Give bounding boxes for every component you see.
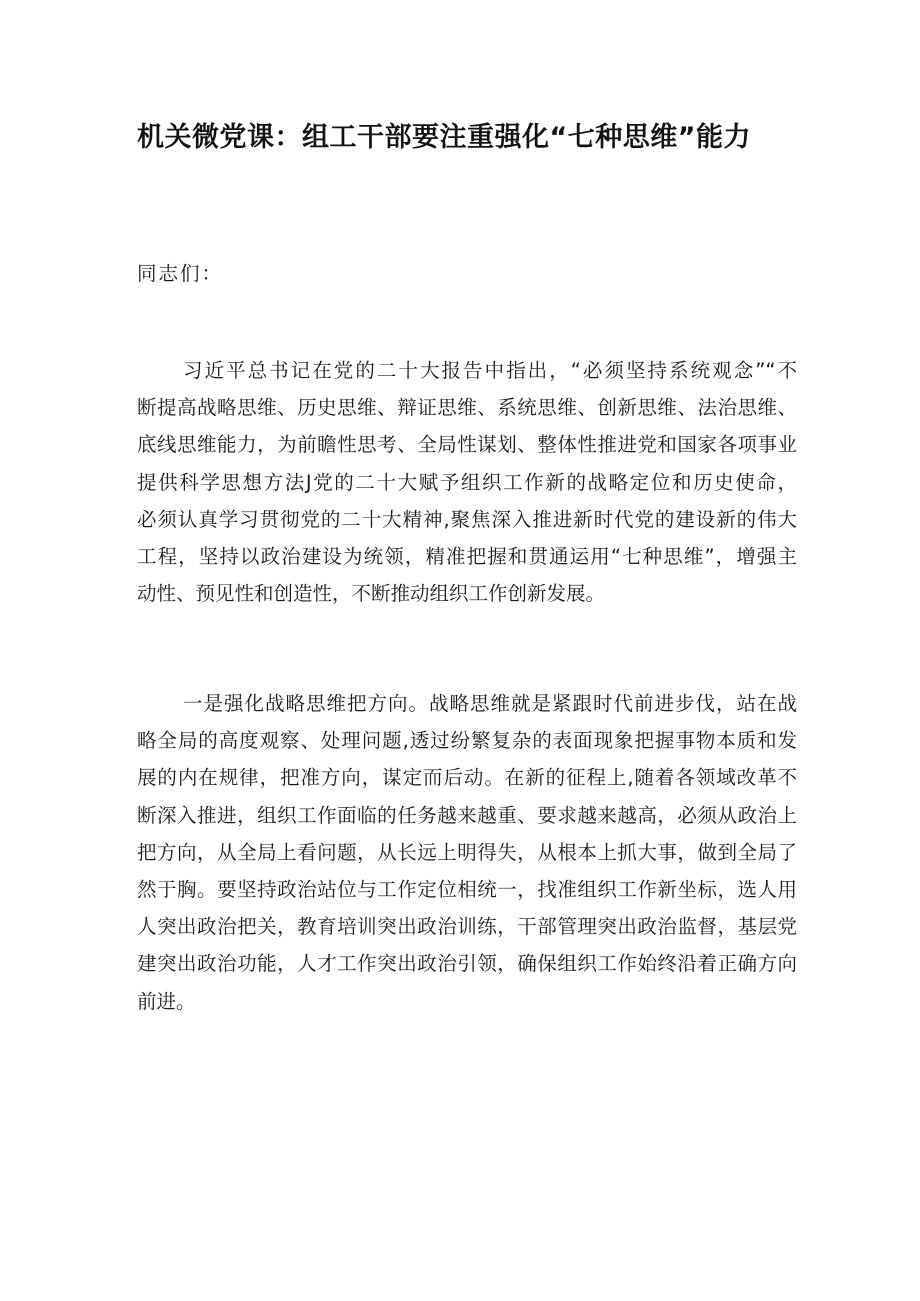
paragraph-line: 必须认真学习贯彻党的二十大精神,聚焦深入推进新时代党的建设新的伟大 — [137, 507, 797, 531]
paragraph-line: 展的内在规律，把准方向，谋定而后动。在新的征程上,随着各领域改革不 — [137, 766, 797, 790]
paragraph-line: 习近平总书记在党的二十大报告中指出，“必须坚持系统观念”“不 — [183, 359, 797, 382]
salutation: 同志们： — [137, 262, 224, 285]
document-title: 机关微党课：组工干部要注重强化“七种思维”能力 — [137, 122, 751, 153]
paragraph-intro — [137, 352, 797, 612]
paragraph-line: 工程，坚持以政治建设为统领，精准把握和贯通运用“七种思维”，增强主 — [137, 544, 797, 568]
paragraph-line: 建突出政治功能，人才工作突出政治引领，确保组织工作始终沿着正确方向 — [137, 952, 797, 976]
paragraph-line: 一是强化战略思维把方向。战略思维就是紧跟时代前进步伐，站在战 — [183, 692, 797, 715]
paragraph-line: 底线思维能力，为前瞻性思考、全局性谋划、整体性推进党和国家各项事业 — [137, 433, 797, 457]
paragraph-line: 略全局的高度观察、处理问题,透过纷繁复杂的表面现象把握事物本质和发 — [137, 729, 797, 753]
paragraph-line: 断深入推进，组织工作面临的任务越来越重、要求越来越高，必须从政治上 — [137, 803, 797, 827]
paragraph-line: 然于胸。要坚持政治站位与工作定位相统一，找准组织工作新坐标，选人用 — [137, 877, 797, 901]
paragraph-line: 把方向，从全局上看问题，从长远上明得失，从根本上抓大事，做到全局了 — [137, 840, 797, 864]
paragraph-strategic-thinking — [137, 685, 797, 1020]
paragraph-line: 断提高战略思维、历史思维、辩证思维、系统思维、创新思维、法治思维、 — [137, 396, 797, 420]
paragraph-line: 人突出政治把关，教育培训突出政治训练，干部管理突出政治监督，基层党 — [137, 915, 797, 939]
paragraph-line: 前进。 — [137, 989, 196, 1013]
paragraph-line: 动性、预见性和创造性，不断推动组织工作创新发展。 — [137, 582, 606, 606]
paragraph-line: 提供科学思想方法J党的二十大赋予组织工作新的战略定位和历史使命， — [137, 470, 797, 494]
